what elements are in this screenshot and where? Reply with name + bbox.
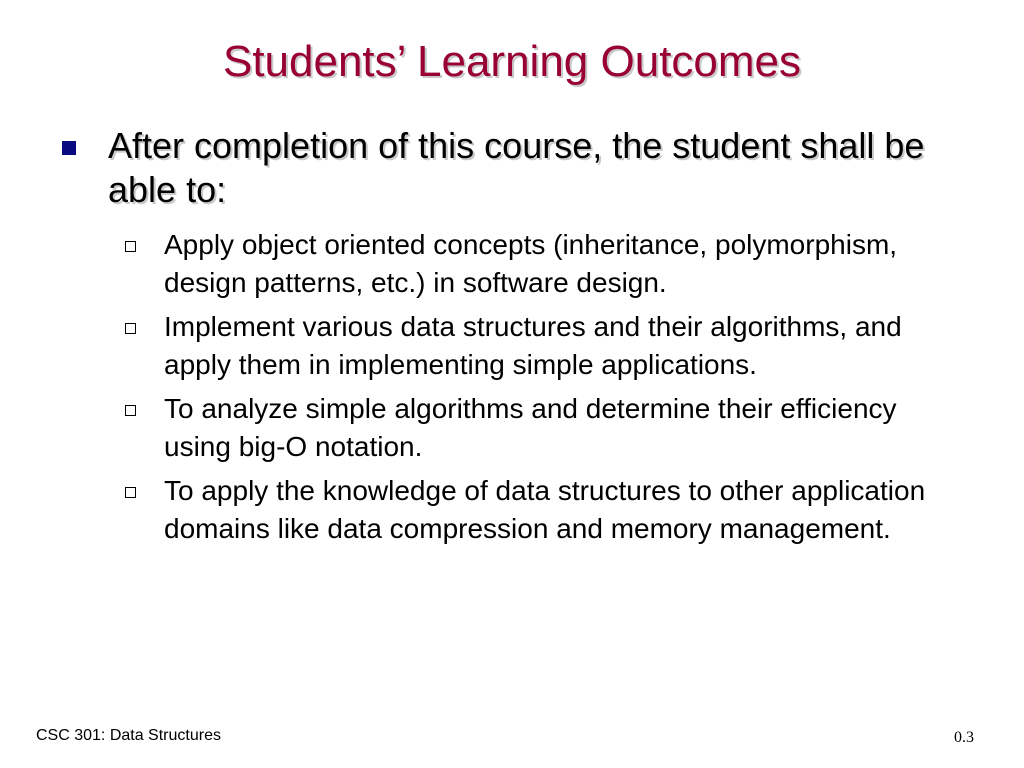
hollow-square-bullet-icon	[125, 405, 136, 416]
sub-bullet-text: To apply the knowledge of data structures to other application domains like data compression and memory management.	[164, 475, 926, 544]
sub-bullet-text: To analyze simple algorithms and determine their efficiency using big-O notation.	[164, 393, 897, 462]
sub-bullet-text: Apply object oriented concepts (inheritance, polymorphism, design patterns, etc.) in software design.	[164, 229, 898, 298]
sub-bullet-item	[120, 308, 960, 384]
main-bullet	[62, 124, 972, 212]
slide-title: Students’ Learning Outcomes	[222, 37, 802, 86]
hollow-square-bullet-icon	[125, 323, 136, 334]
sub-bullet-text: Implement various data structures and their algorithms, and apply them in implementing simple applications.	[164, 311, 902, 380]
sub-bullet-item	[120, 226, 960, 302]
footer-slide-number: 0.3	[954, 729, 974, 746]
filled-square-bullet-icon	[62, 141, 76, 155]
sub-bullet-item	[120, 390, 960, 466]
hollow-square-bullet-icon	[125, 241, 136, 252]
sub-bullet-list	[120, 226, 960, 554]
sub-bullet-item	[120, 472, 960, 548]
hollow-square-bullet-icon	[125, 487, 136, 498]
main-bullet-text: After completion of this course, the student shall be able to:	[108, 125, 925, 210]
footer-course-name: CSC 301: Data Structures	[36, 727, 221, 744]
